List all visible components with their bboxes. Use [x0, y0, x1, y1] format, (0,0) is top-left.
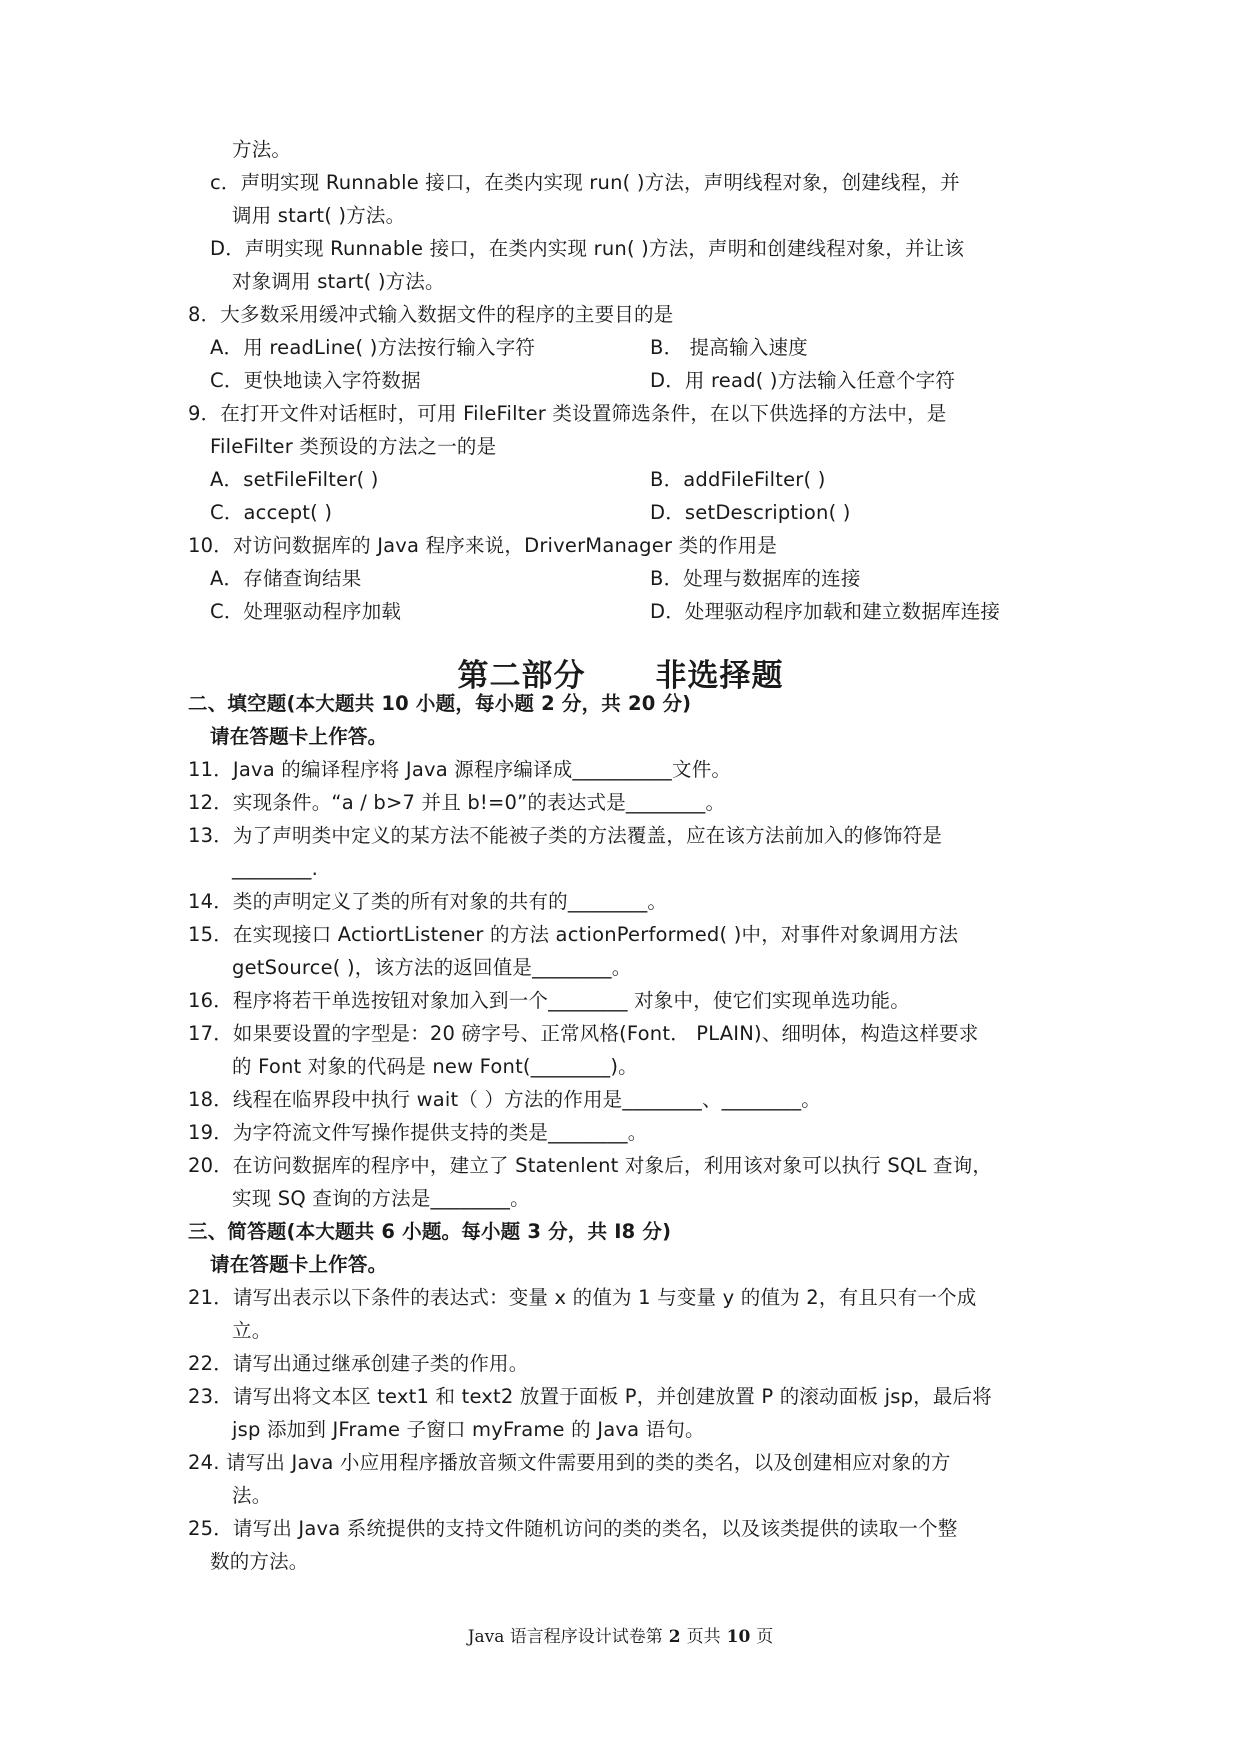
- text-line: 17．如果要设置的字型是：20 磅字号、正常风格(Font． PLAIN)、细明体，构造这样要求: [188, 1022, 979, 1045]
- text-line: 请在答题卡上作答。: [210, 1253, 388, 1276]
- text-line: 的 Font 对象的代码是 new Font(________)。: [232, 1055, 638, 1078]
- text-line: B． 提高输入速度: [650, 336, 808, 359]
- text-line: 24. 请写出 Java 小应用程序播放音频文件需要用到的类的类名，以及创建相应对象的方: [188, 1451, 951, 1474]
- section-title-right: 非选择题: [655, 658, 784, 694]
- text-line: 请在答题卡上作答。: [210, 725, 388, 748]
- text-line: 12．实现条件。“a / b>7 并且 b!=0”的表达式是________。: [188, 791, 726, 814]
- text-line: 实现 SQ 查询的方法是________。: [232, 1187, 530, 1210]
- text-line: 21．请写出表示以下条件的表达式：变量 x 的值为 1 与变量 y 的值为 2，有且只有一个成: [188, 1286, 977, 1309]
- text-line: 对象调用 start( )方法。: [232, 270, 445, 293]
- text-line: 15．在实现接口 ActiortListener 的方法 actionPerformed( )中，对事件对象调用方法: [188, 923, 959, 946]
- page-footer: [0, 1622, 1241, 1647]
- text-line: ________.: [232, 857, 318, 880]
- text-line: 13．为了声明类中定义的某方法不能被子类的方法覆盖，应在该方法前加入的修饰符是: [188, 824, 943, 847]
- text-line: 方法。: [232, 138, 292, 161]
- section-title-left: 第二部分: [457, 658, 586, 694]
- text-line: B．addFileFilter( ): [650, 468, 826, 491]
- text-line: 19．为字符流文件写操作提供支持的类是________。: [188, 1121, 648, 1144]
- text-line: D．处理驱动程序加载和建立数据库连接: [650, 600, 1001, 623]
- text-line: 14．类的声明定义了类的所有对象的共有的________。: [188, 890, 668, 913]
- text-line: D．声明实现 Runnable 接口，在类内实现 run( )方法，声明和创建线程对象，并让该: [210, 237, 965, 260]
- text-line: 8．大多数采用缓冲式输入数据文件的程序的主要目的是: [188, 303, 674, 326]
- text-line: C．accept( ): [210, 501, 333, 524]
- section-title: [0, 650, 1241, 695]
- text-line: jsp 添加到 JFrame 子窗口 myFrame 的 Java 语句。: [232, 1418, 705, 1441]
- text-line: A．用 readLine( )方法按行输入字符: [210, 336, 536, 359]
- footer-prefix: Java 语言程序设计试卷第: [467, 1627, 663, 1647]
- text-line: 18．线程在临界段中执行 wait（ ）方法的作用是________、________。: [188, 1088, 821, 1111]
- footer-suffix: 页: [756, 1627, 774, 1647]
- text-line: getSource( )，该方法的返回值是________。: [232, 956, 632, 979]
- text-line: 9．在打开文件对话框时，可用 FileFilter 类设置筛选条件，在以下供选择的方法中，是: [188, 402, 947, 425]
- footer-mid: 页共: [686, 1627, 721, 1647]
- text-line: A．存储查询结果: [210, 567, 362, 590]
- text-line: 立。: [232, 1319, 272, 1342]
- text-line: FileFilter 类预设的方法之一的是: [210, 435, 497, 458]
- text-line: C．处理驱动程序加载: [210, 600, 402, 623]
- text-line: 三、简答题(本大题共 6 小题。每小题 3 分，共 I8 分): [188, 1220, 672, 1243]
- footer-page-number: 2: [668, 1627, 681, 1647]
- text-line: B．处理与数据库的连接: [650, 567, 861, 590]
- text-line: 数的方法。: [210, 1550, 309, 1573]
- text-line: D．用 read( )方法输入任意个字符: [650, 369, 956, 392]
- text-line: 16．程序将若干单选按钮对象加入到一个________ 对象中，使它们实现单选功能。: [188, 989, 910, 1012]
- text-line: 23．请写出将文本区 text1 和 text2 放置于面板 P，并创建放置 P 的滚动面板 jsp，最后将: [188, 1385, 992, 1408]
- text-line: 法。: [232, 1484, 272, 1507]
- text-line: c．声明实现 Runnable 接口，在类内实现 run( )方法，声明线程对象，创建线程，并: [210, 171, 960, 194]
- text-line: 11．Java 的编译程序将 Java 源程序编译成__________文件。: [188, 758, 732, 781]
- text-line: A．setFileFilter( ): [210, 468, 379, 491]
- text-line: 10．对访问数据库的 Java 程序来说，DriverManager 类的作用是: [188, 534, 778, 557]
- text-line: 二、填空题(本大题共 10 小题，每小题 2 分，共 20 分): [188, 692, 692, 715]
- footer-total-pages: 10: [726, 1627, 751, 1647]
- text-line: 22．请写出通过继承创建子类的作用。: [188, 1352, 529, 1375]
- text-line: C．更快地读入字符数据: [210, 369, 421, 392]
- text-line: D．setDescription( ): [650, 501, 851, 524]
- text-line: 25．请写出 Java 系统提供的支持文件随机访问的类的类名，以及该类提供的读取一个整: [188, 1517, 958, 1540]
- text-line: 20．在访问数据库的程序中，建立了 Statenlent 对象后，利用该对象可以执行 SQL 查询，: [188, 1154, 993, 1177]
- text-line: 调用 start( )方法。: [232, 204, 406, 227]
